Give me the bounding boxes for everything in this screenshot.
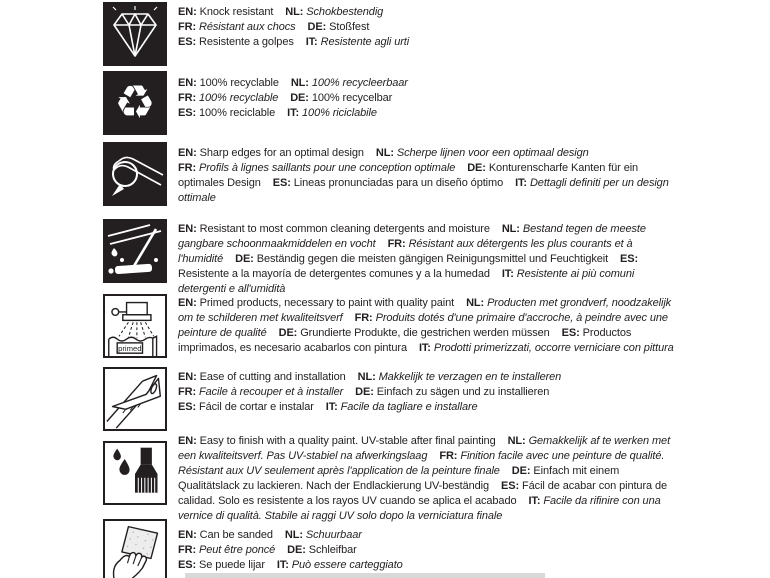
feature-value-fr: Profils à lignes saillants pour une conception optimale [199, 162, 456, 174]
lang-label-it: IT: [515, 177, 527, 189]
feature-text [178, 146, 674, 206]
feature-value-fr: Facile à recouper et à installer [199, 386, 344, 398]
lang-label-nl: NL: [284, 529, 303, 541]
feature-text [178, 296, 674, 356]
feature-text [178, 434, 674, 524]
feature-value-nl: Bestand tegen de meeste gangbare schoonmaakmiddelen en vocht [178, 223, 646, 250]
feature-value-nl: 100% recycleerbaar [311, 77, 408, 89]
feature-value-de: Einfach mit einem Qualitätslack zu lackieren. Nach der Endlackierung UV-beständig [178, 465, 620, 492]
recycle-icon [103, 71, 167, 135]
lang-label-en: EN: [178, 371, 197, 383]
feature-text [178, 5, 674, 50]
lang-label-it: IT: [305, 36, 318, 48]
lang-label-de: DE: [511, 465, 531, 477]
lang-label-it: IT: [276, 559, 289, 571]
lang-label-fr: FR: [387, 238, 406, 250]
saw-cutting-icon [103, 367, 167, 431]
lang-label-nl: NL: [501, 223, 520, 235]
lang-label-de: DE: [287, 544, 306, 556]
feature-value-it: Resistente agli urti [320, 36, 410, 48]
lang-label-it: IT: [287, 107, 300, 119]
lang-label-fr: FR: [178, 162, 197, 174]
sanding-hand-icon [103, 519, 167, 578]
primed-label: primed [118, 343, 142, 353]
lang-label-en: EN: [178, 6, 197, 18]
feature-value-de: Stoßfest [329, 21, 370, 33]
feature-value-en: Knock resistant [199, 6, 274, 18]
lang-label-en: EN: [178, 147, 197, 159]
lang-label-de: DE: [278, 327, 298, 339]
lang-label-es: ES: [178, 559, 197, 571]
lang-label-de: DE: [307, 21, 327, 33]
feature-value-en: Ease of cutting and installation [199, 371, 346, 383]
feature-value-it: Resistente ai più comuni detergenti e all'umidità [178, 268, 635, 295]
lang-label-de: DE: [235, 253, 254, 265]
lang-label-de: DE: [290, 92, 309, 104]
lang-label-de: DE: [467, 162, 486, 174]
lang-label-it: IT: [501, 268, 514, 280]
feature-value-de: Einfach zu sägen und zu installieren [376, 386, 550, 398]
lang-label-fr: FR: [178, 21, 197, 33]
feature-value-nl: Makkelijk te verzagen en te installeren [378, 371, 562, 383]
feature-value-en: Primed products, necessary to paint with quality paint [199, 297, 455, 309]
feature-value-es: Resistente a la mayoría de detergentes comunes y a la humedad [178, 268, 490, 280]
lang-label-fr: FR: [354, 312, 373, 324]
feature-value-en: Can be sanded [199, 529, 273, 541]
feature-text [178, 528, 674, 573]
feature-value-de: Grundierte Produkte, die gestrichen werden müssen [300, 327, 550, 339]
lang-label-it: IT: [325, 401, 338, 413]
feature-value-nl: Scherpe lijnen voor een optimaal design [396, 147, 589, 159]
feature-value-de: Konturenscharfe Kanten für ein optimales Design [178, 162, 639, 189]
feature-value-it: Dettagli definiti per un design ottimale [178, 177, 669, 204]
feature-text [178, 222, 674, 297]
feature-value-nl: Producten met grondverf, noodzakelijk om te schilderen met kwaliteitsverf [178, 297, 672, 324]
feature-value-fr: Finition facile avec une peinture de qualité. Résistant aux UV seulement après l'application de la peinture finale [178, 450, 665, 477]
lang-label-de: DE: [355, 386, 374, 398]
feature-value-en: Easy to finish with a quality paint. UV-stable after final painting [199, 435, 496, 447]
feature-value-en: 100% recyclable [199, 77, 279, 89]
feature-value-fr: Peut être poncé [199, 544, 276, 556]
feature-value-es: Fácil de acabar con pintura de calidad. Solo es resistente a los rayos UV cuando se aplica el acabado [178, 480, 668, 507]
feature-value-nl: Schuurbaar [305, 529, 362, 541]
feature-value-nl: Schokbestendig [306, 6, 384, 18]
lang-label-es: ES: [561, 327, 580, 339]
lang-label-es: ES: [178, 401, 197, 413]
feature-value-de: Beständig gegen die meisten gängigen Reinigungsmittel und Feuchtigkeit [256, 253, 609, 265]
feature-value-fr: 100% recyclable [199, 92, 279, 104]
lang-label-nl: NL: [466, 297, 485, 309]
feature-value-en: Resistant to most common cleaning detergents and moisture [199, 223, 490, 235]
paint-brush-drops-icon [103, 441, 167, 505]
feature-text [178, 370, 674, 415]
lang-label-en: EN: [178, 435, 197, 447]
lang-label-it: IT: [418, 342, 431, 354]
svg-text:♻: ♻ [114, 75, 156, 129]
lang-label-en: EN: [178, 297, 197, 309]
lang-label-es: ES: [501, 480, 520, 492]
lang-label-it: IT: [528, 495, 541, 507]
mop-cleaning-icon [103, 219, 167, 283]
feature-value-es: Se puede lijar [199, 559, 265, 571]
lang-label-en: EN: [178, 529, 197, 541]
lang-label-nl: NL: [290, 77, 309, 89]
feature-text [178, 76, 674, 121]
feature-value-es: Productos imprimados, es necesario acabarlos con pintura [178, 327, 632, 354]
feature-value-en: Sharp edges for an optimal design [199, 147, 364, 159]
feature-value-it: Può essere carteggiato [291, 559, 403, 571]
feature-value-fr: Résistant aux chocs [199, 21, 296, 33]
feature-value-de: 100% recycelbar [311, 92, 393, 104]
lang-label-en: EN: [178, 77, 197, 89]
feature-value-es: 100% reciclable [199, 107, 276, 119]
lang-label-fr: FR: [178, 544, 197, 556]
feature-value-es: Lineas pronunciadas para un diseño óptimo [293, 177, 504, 189]
lang-label-fr: FR: [178, 92, 197, 104]
feature-value-it: 100% riciclabile [302, 107, 377, 119]
feature-value-it: Facile da tagliare e installare [340, 401, 478, 413]
feature-value-es: Fácil de cortar e instalar [199, 401, 314, 413]
feature-value-it: Facile da rifinire con una vernice di qualità. Stabile ai raggi UV solo dopo la verniciatura finale [178, 495, 661, 522]
lang-label-es: ES: [178, 107, 197, 119]
feature-value-nl: Gemakkelijk af te werken met een kwaliteitsverf. Pas UV-stabiel na afwerkingslaag [178, 435, 671, 462]
lang-label-nl: NL: [357, 371, 376, 383]
lang-label-es: ES: [620, 253, 639, 265]
feature-value-it: Prodotti primerizzati, occorre verniciare con pittura [433, 342, 674, 354]
lang-label-nl: NL: [507, 435, 526, 447]
lang-label-es: ES: [178, 36, 197, 48]
feature-value-de: Schleifbar [308, 544, 357, 556]
lang-label-es: ES: [272, 177, 291, 189]
feature-value-es: Resistente a golpes [199, 36, 294, 48]
feature-value-fr: Produits dotés d'une primaire d'accroche, à peindre avec une peinture de qualité [178, 312, 668, 339]
footer-bar [185, 573, 545, 578]
lang-label-fr: FR: [178, 386, 197, 398]
lang-label-nl: NL: [375, 147, 394, 159]
lang-label-fr: FR: [439, 450, 458, 462]
primer-spray-icon [103, 294, 167, 358]
diamond-icon [103, 2, 167, 66]
lang-label-nl: NL: [285, 6, 304, 18]
lang-label-en: EN: [178, 223, 197, 235]
sharp-edges-icon [103, 142, 167, 206]
feature-value-fr: Résistant aux détergents les plus courants et à l'humidité [178, 238, 633, 265]
